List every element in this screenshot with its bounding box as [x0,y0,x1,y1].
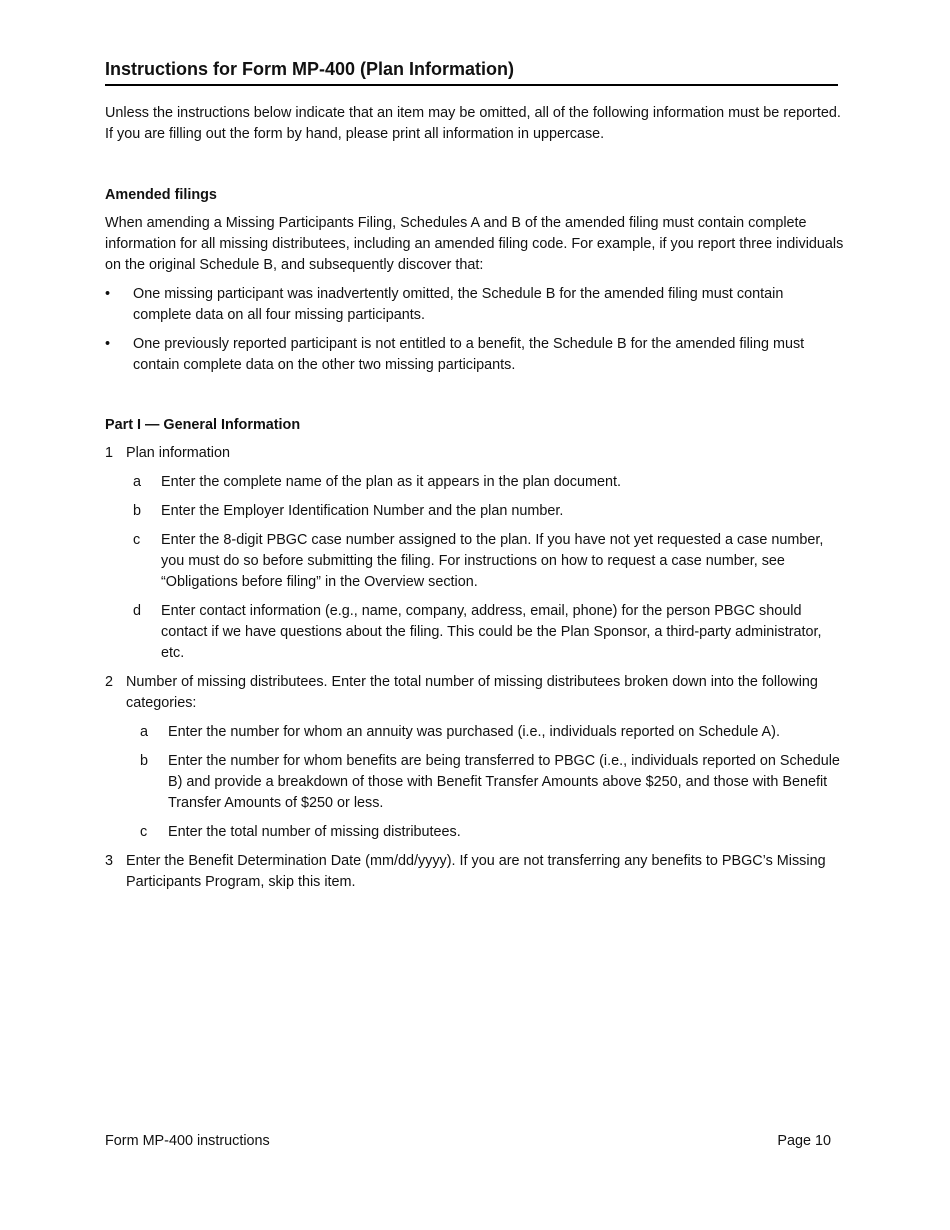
sub-item-letter: c [133,532,141,548]
document-page [105,0,850,1230]
bullet-mark: • [105,336,111,352]
item-1c [105,530,845,593]
sub-item-text: Enter the complete name of the plan as it appears in the plan document. [161,474,621,490]
item-1 [105,443,845,464]
sub-item-text: Enter the 8-digit PBGC case number assigned to the plan. If you have not yet requested a case number, you must do so before submitting the filing. For instructions on how to request a case number, see “Obligations before filing” in the Overview section. [161,532,824,590]
bullet-item [105,334,845,376]
item-1d [105,601,845,664]
item-2a [105,722,845,743]
item-number: 1 [105,445,114,461]
footer-page-number: Page 10 [777,1133,831,1149]
item-2 [105,672,845,714]
item-3 [105,851,845,893]
item-2c [105,822,845,843]
sub-item-letter: d [133,603,142,619]
sub-item-letter: c [140,824,148,840]
item-number: 3 [105,853,114,869]
bullet-mark: • [105,286,111,302]
sub-item-letter: b [140,753,149,769]
item-1b [105,501,845,522]
section-spacer [105,384,845,415]
item-text: Number of missing distributees. Enter the total number of missing distributees broken down into the following categories: [126,674,818,711]
title-underline [105,84,838,86]
amended-filings-paragraph: When amending a Missing Participants Filing, Schedules A and B of the amended filing must contain complete information for all missing distributees, including an amended filing code. For example, if you report three individuals on the original Schedule B, and subsequently discover that: [105,215,844,273]
document-body [105,103,845,901]
intro-paragraph: Unless the instructions below indicate that an item may be omitted, all of the following information must be reported. If you are filling out the form by hand, please print all information in uppercase. [105,105,841,142]
sub-item-text: Enter contact information (e.g., name, company, address, email, phone) for the person PBGC should contact if we have questions about the filing. This could be the Plan Sponsor, a third-party administrator, etc. [161,603,822,661]
sub-item-text: Enter the number for whom an annuity was purchased (i.e., individuals reported on Schedule A). [168,724,780,740]
footer-form-name: Form MP-400 instructions [105,1133,270,1149]
sub-item-letter: b [133,503,142,519]
bullet-item [105,284,845,326]
bullet-text: One previously reported participant is not entitled to a benefit, the Schedule B for the amended filing must contain complete data on the other two missing participants. [133,336,805,373]
sub-item-text: Enter the number for whom benefits are being transferred to PBGC (i.e., individuals reported on Schedule B) and provide a breakdown of those with Benefit Transfer Amounts above $250, and those with Benefit Transfer Amounts of $250 or less. [168,753,840,811]
sub-item-text: Enter the total number of missing distributees. [168,824,461,840]
bullet-text: One missing participant was inadvertently omitted, the Schedule B for the amended filing must contain complete data on all four missing participants. [133,286,784,323]
item-text: Plan information [126,445,230,461]
sub-item-letter: a [140,724,149,740]
item-number: 2 [105,674,114,690]
item-1a [105,472,845,493]
sub-item-text: Enter the Employer Identification Number and the plan number. [161,503,564,519]
sub-item-letter: a [133,474,142,490]
item-text: Enter the Benefit Determination Date (mm/dd/yyyy). If you are not transferring any benefits to PBGC’s Missing Participants Program, skip this item. [126,853,826,890]
page-title: Instructions for Form MP-400 (Plan Information) [105,59,515,79]
part1-heading: Part I — General Information [105,417,301,433]
item-2b [105,751,845,814]
amended-filings-heading: Amended filings [105,187,217,203]
